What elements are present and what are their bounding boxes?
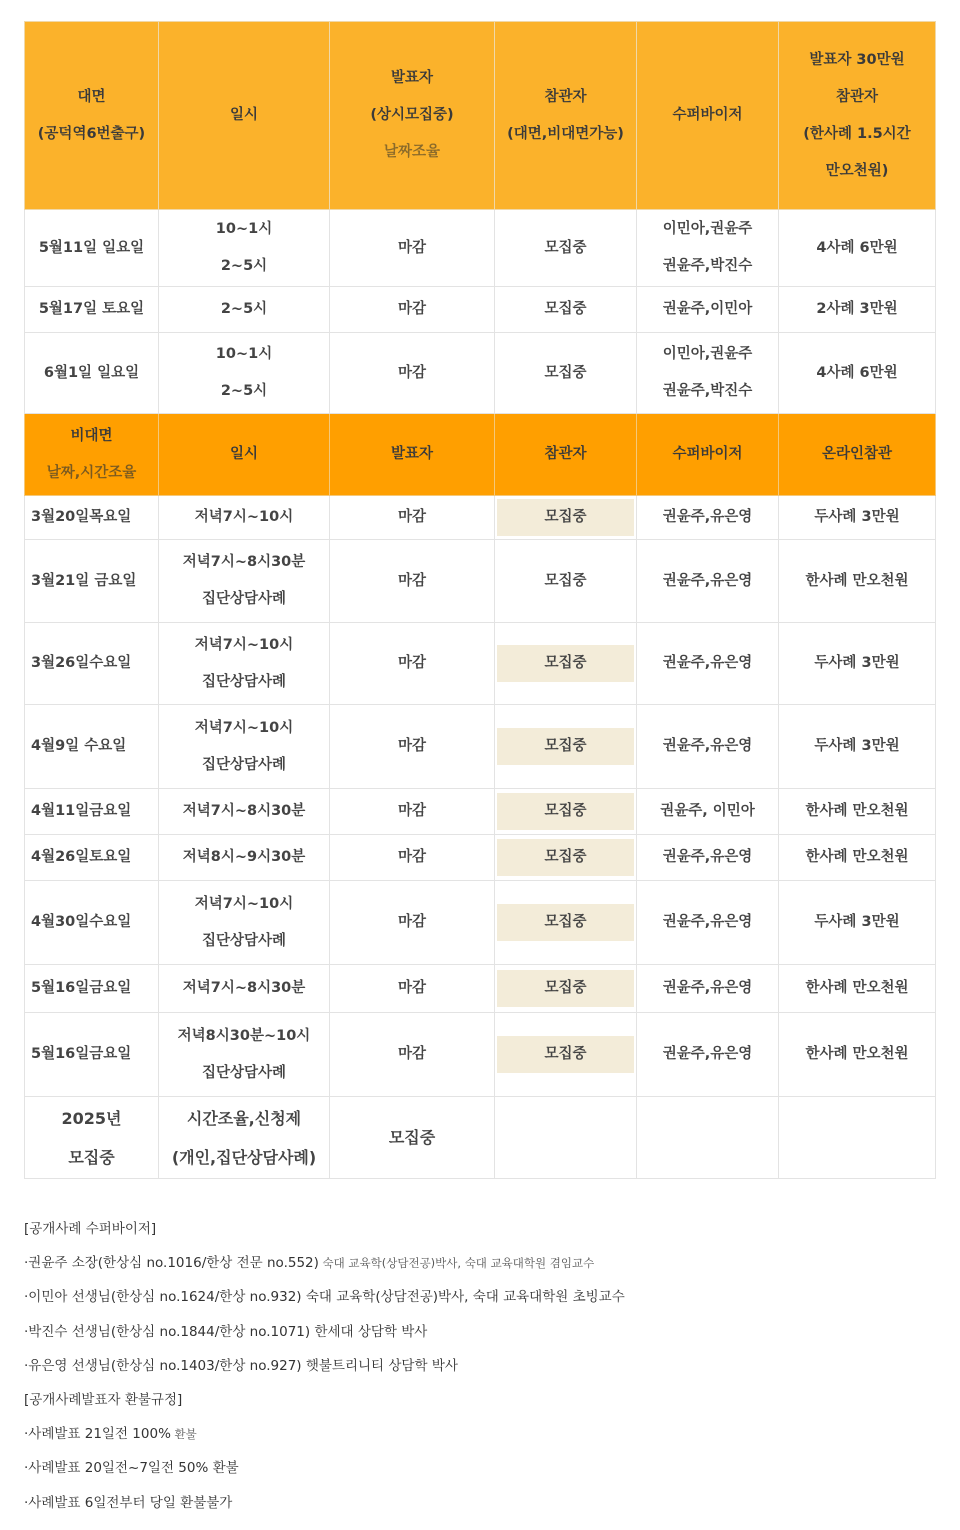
online-header-row [25,414,936,496]
header-supervisor: 수퍼바이저 [637,414,779,496]
row-date: 4월11일금요일 [25,789,159,835]
header-offline-location: 대면 (공덕역6번출구) [25,22,159,210]
row-time: 10~1시 2~5시 [159,210,330,287]
row-time: 10~1시 2~5시 [159,333,330,414]
table-row [25,1013,936,1097]
row-supervisor: 권윤주,유은영 [637,496,779,540]
row-date: 3월26일수요일 [25,623,159,705]
header-fee: 발표자 30만원 참관자 (한사례 1.5시간 만오천원) [779,22,936,210]
row-observer-status: 모집중 [495,623,637,705]
schedule-table-wrapper [24,21,935,1179]
row-supervisor: 권윤주, 이민아 [637,789,779,835]
row-time: 저녁7시~10시 [159,496,330,540]
row-presenter-status: 마감 [330,705,495,789]
refund-title: [공개사례발표자 환불규정] [24,1391,183,1408]
row-presenter-status: 마감 [330,789,495,835]
supervisor-item: ·이민아 선생님(한상심 no.1624/한상 no.932) 숙대 교육학(상담전공)박사, 숙대 교육대학원 초빙교수 [24,1289,625,1306]
row-presenter-status: 마감 [330,835,495,881]
row-presenter-status: 마감 [330,1013,495,1097]
row-fee: 4사례 6만원 [779,210,936,287]
table-row [25,705,936,789]
row-supervisor: 권윤주,유은영 [637,835,779,881]
row-date: 5월17일 토요일 [25,287,159,333]
row-supervisor: 권윤주,유은영 [637,965,779,1013]
row-fee: 한사례 만오천원 [779,789,936,835]
table-row [25,287,936,333]
refund-item: ·사례발표 6일전부터 당일 환불불가 [24,1494,233,1511]
row-time: 저녁7시~8시30분 [159,965,330,1013]
row-empty-cell [637,1097,779,1179]
table-row [25,881,936,965]
row-supervisor: 권윤주,유은영 [637,540,779,623]
row-fee: 한사례 만오천원 [779,1013,936,1097]
schedule-table [24,21,936,1179]
row-year: 2025년 모집중 [25,1097,159,1179]
header-presenter: 발표자 [330,414,495,496]
header-online-location: 비대면 날짜,시간조율 [25,414,159,496]
row-supervisor: 이민아,권윤주 권윤주,박진수 [637,333,779,414]
row-supervisor: 권윤주,유은영 [637,1013,779,1097]
row-fee: 한사례 만오천원 [779,965,936,1013]
table-row [25,965,936,1013]
table-row [25,623,936,705]
row-observer-status: 모집중 [495,881,637,965]
header-datetime: 일시 [159,414,330,496]
row-time: 저녁7시~10시 집단상담사례 [159,705,330,789]
row-observer-status: 모집중 [495,705,637,789]
row-time: 저녁7시~8시30분 [159,789,330,835]
supervisor-item: ·유은영 선생님(한상심 no.1403/한상 no.927) 햇불트리니티 상담학 박사 [24,1357,458,1374]
row-date: 4월9일 수요일 [25,705,159,789]
offline-header-row [25,22,936,210]
row-time: 저녁7시~10시 집단상담사례 [159,623,330,705]
header-observer: 참관자 (대면,비대면가능) [495,22,637,210]
row-time: 저녁7시~10시 집단상담사례 [159,881,330,965]
row-fee: 2사례 3만원 [779,287,936,333]
header-presenter: 발표자 (상시모집중) 날짜조율 [330,22,495,210]
row-presenter-status: 마감 [330,965,495,1013]
refund-item: ·사례발표 20일전~7일전 50% 환불 [24,1460,239,1477]
row-time: 2~5시 [159,287,330,333]
row-presenter-status: 마감 [330,540,495,623]
row-presenter-status: 마감 [330,333,495,414]
table-row [25,835,936,881]
row-fee: 한사례 만오천원 [779,835,936,881]
row-date: 3월21일 금요일 [25,540,159,623]
row-observer-status: 모집중 [495,1013,637,1097]
table-row [25,496,936,540]
row-presenter-status: 마감 [330,287,495,333]
row-empty-cell [779,1097,936,1179]
row-observer-status: 모집중 [495,965,637,1013]
table-row [25,333,936,414]
row-time: 저녁7시~8시30분 집단상담사례 [159,540,330,623]
row-observer-status: 모집중 [495,835,637,881]
row-date: 4월30일수요일 [25,881,159,965]
row-date: 6월1일 일요일 [25,333,159,414]
row-fee: 두사례 3만원 [779,496,936,540]
row-date: 4월26일토요일 [25,835,159,881]
supervisor-title: [공개사례 수퍼바이저] [24,1221,157,1237]
row-supervisor: 권윤주,유은영 [637,623,779,705]
row-supervisor: 권윤주,유은영 [637,705,779,789]
row-observer-status: 모집중 [495,789,637,835]
row-presenter-status: 모집중 [330,1097,495,1179]
row-presenter-status: 마감 [330,210,495,287]
row-fee: 4사례 6만원 [779,333,936,414]
row-time: 시간조율,신청제 (개인,집단상담사례) [159,1097,330,1179]
row-empty-cell [495,1097,637,1179]
row-fee: 한사례 만오천원 [779,540,936,623]
row-observer-status: 모집중 [495,333,637,414]
table-row-open-recruit [25,1097,936,1179]
row-observer-status: 모집중 [495,540,637,623]
row-date: 3월20일목요일 [25,496,159,540]
table-row [25,789,936,835]
supervisor-item: ·권윤주 소장(한상심 no.1016/한상 전문 no.552) 숙대 교육학(상담전공)박사, 숙대 교육대학원 겸임교수 [24,1255,595,1272]
header-online-observe: 온라인참관 [779,414,936,496]
row-fee: 두사례 3만원 [779,623,936,705]
row-observer-status: 모집중 [495,496,637,540]
row-fee: 두사례 3만원 [779,705,936,789]
row-presenter-status: 마감 [330,881,495,965]
row-supervisor: 권윤주,이민아 [637,287,779,333]
row-date: 5월11일 일요일 [25,210,159,287]
header-observer: 참관자 [495,414,637,496]
row-observer-status: 모집중 [495,287,637,333]
row-fee: 두사례 3만원 [779,881,936,965]
row-observer-status: 모집중 [495,210,637,287]
header-datetime: 일시 [159,22,330,210]
row-supervisor: 권윤주,유은영 [637,881,779,965]
table-row [25,540,936,623]
header-supervisor: 수퍼바이저 [637,22,779,210]
row-presenter-status: 마감 [330,496,495,540]
row-supervisor: 이민아,권윤주 권윤주,박진수 [637,210,779,287]
notes-section [24,1212,935,1520]
table-row [25,210,936,287]
row-date: 5월16일금요일 [25,965,159,1013]
row-presenter-status: 마감 [330,623,495,705]
row-date: 5월16일금요일 [25,1013,159,1097]
row-time: 저녁8시30분~10시 집단상담사례 [159,1013,330,1097]
row-time: 저녁8시~9시30분 [159,835,330,881]
supervisor-item: ·박진수 선생님(한상심 no.1844/한상 no.1071) 한세대 상담학 박사 [24,1323,428,1340]
refund-item: ·사례발표 21일전 100% 환불 [24,1426,197,1443]
